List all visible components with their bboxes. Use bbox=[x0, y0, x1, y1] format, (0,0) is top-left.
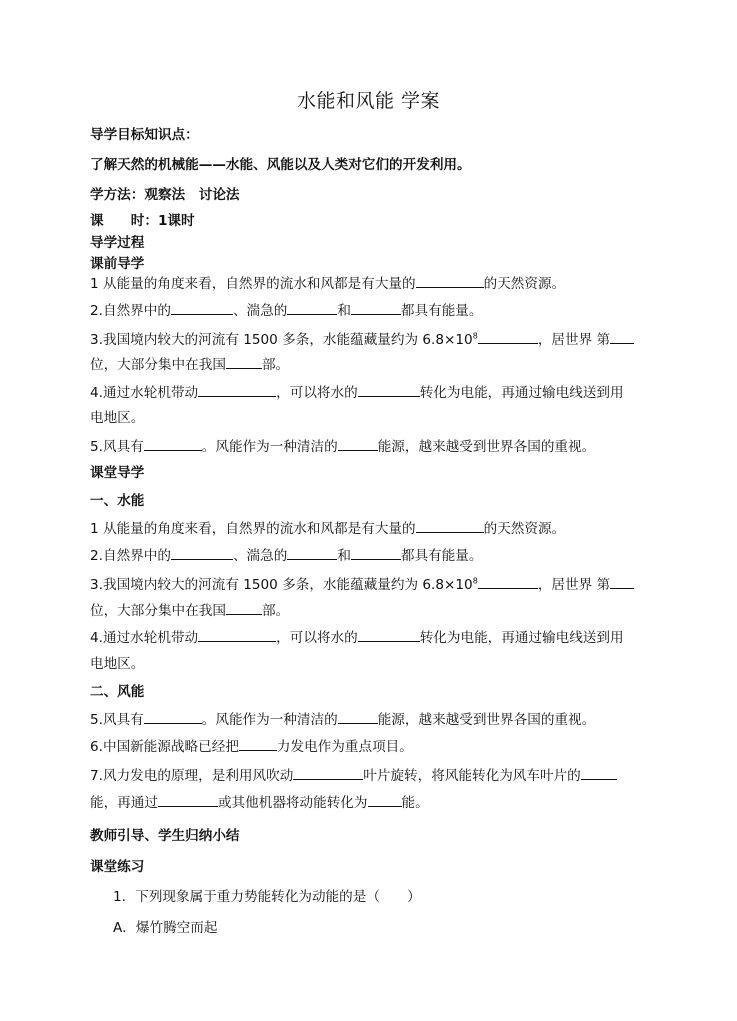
fill-blank[interactable] bbox=[144, 436, 202, 451]
document-title: 水能和风能 学案 bbox=[296, 90, 441, 112]
q1-text-b: 的天然资源。 bbox=[483, 521, 566, 537]
fill-blank[interactable] bbox=[416, 518, 484, 533]
q4-text-c: 转化为电能，再通过输电线送到用 bbox=[419, 385, 624, 401]
fill-blank[interactable] bbox=[239, 736, 277, 751]
q4-text-b: ，可以将水的 bbox=[276, 630, 358, 646]
fill-blank[interactable] bbox=[226, 600, 262, 615]
pre-q3 bbox=[90, 329, 634, 350]
q2-text-b: 、湍急的 bbox=[232, 303, 288, 319]
q5-text-c: 能源，越来越受到世界各国的重视。 bbox=[377, 439, 596, 455]
fill-blank[interactable] bbox=[351, 300, 401, 315]
q2-text-c: 和 bbox=[337, 548, 351, 564]
class-q1 bbox=[90, 518, 565, 539]
process-heading: 导学过程 bbox=[90, 235, 145, 251]
fill-blank[interactable] bbox=[287, 300, 337, 315]
class-q3-cont bbox=[90, 600, 289, 621]
class-q3 bbox=[90, 574, 634, 595]
class-q7 bbox=[90, 765, 617, 786]
q6-text-a: 6.中国新能源战略已经把 bbox=[90, 739, 239, 755]
fill-blank[interactable] bbox=[478, 329, 538, 344]
fill-blank[interactable] bbox=[416, 273, 484, 288]
q3-exponent: 8 bbox=[472, 576, 478, 586]
class-q5 bbox=[90, 709, 595, 730]
q2-text-a: 2.自然界中的 bbox=[90, 548, 171, 564]
q4-text-a: 4.通过水轮机带动 bbox=[90, 385, 199, 401]
q4-text-c: 转化为电能，再通过输电线送到用 bbox=[419, 630, 624, 646]
q3-text-b: ，居世界 第 bbox=[537, 332, 611, 348]
pre-q3-cont bbox=[90, 354, 289, 375]
pre-q5 bbox=[90, 436, 595, 457]
method-line: 学方法：观察法 讨论法 bbox=[90, 187, 240, 203]
q5-text-a: 5.风具有 bbox=[90, 712, 144, 728]
q1-text-a: 1 从能量的角度来看，自然界的流水和风都是有大量的 bbox=[90, 276, 416, 292]
fill-blank[interactable] bbox=[351, 545, 401, 560]
q3-text-c: 位，大部分集中在我国 bbox=[90, 357, 226, 373]
period-line bbox=[90, 211, 195, 231]
class-q4-cont: 电地区。 bbox=[90, 656, 145, 672]
pre-q2 bbox=[90, 300, 482, 321]
q2-text-c: 和 bbox=[337, 303, 351, 319]
q3-text-d: 部。 bbox=[261, 603, 290, 619]
fill-blank[interactable] bbox=[171, 300, 233, 315]
q7-text-d: 或其他机器将动能转化为 bbox=[217, 795, 368, 811]
q3-text-d: 部。 bbox=[261, 357, 290, 373]
exercise-1-option-a: A．爆竹腾空而起 bbox=[113, 920, 218, 936]
q7-text-a: 7.风力发电的原理，是利用风吹动 bbox=[90, 768, 294, 784]
class-heading: 课堂导学 bbox=[90, 465, 145, 481]
q5-text-b: 。风能作为一种清洁的 bbox=[201, 712, 338, 728]
q5-text-a: 5.风具有 bbox=[90, 439, 144, 455]
summary-heading: 教师引导、学生归纳小结 bbox=[90, 828, 240, 844]
fill-blank[interactable] bbox=[338, 436, 378, 451]
fill-blank[interactable] bbox=[287, 545, 337, 560]
fill-blank[interactable] bbox=[610, 329, 634, 344]
q3-text-c: 位，大部分集中在我国 bbox=[90, 603, 226, 619]
section-wind: 二、风能 bbox=[90, 684, 145, 700]
q2-text-d: 都具有能量。 bbox=[400, 303, 483, 319]
q7-text-e: 能。 bbox=[401, 795, 429, 811]
q5-text-b: 。风能作为一种清洁的 bbox=[201, 439, 338, 455]
class-q4 bbox=[90, 627, 624, 648]
section-water: 一、水能 bbox=[90, 493, 145, 509]
q2-text-b: 、湍急的 bbox=[232, 548, 288, 564]
q1-text-b: 的天然资源。 bbox=[483, 276, 566, 292]
period-value: 1课时 bbox=[157, 213, 195, 229]
period-label: 课 时： bbox=[90, 213, 158, 229]
fill-blank[interactable] bbox=[171, 545, 233, 560]
fill-blank[interactable] bbox=[610, 574, 634, 589]
fill-blank[interactable] bbox=[581, 765, 617, 780]
pre-q1 bbox=[90, 273, 565, 294]
fill-blank[interactable] bbox=[293, 765, 363, 780]
q2-text-d: 都具有能量。 bbox=[400, 548, 483, 564]
q3-text-a: 3.我国境内较大的河流有 1500 多条，水能蕴藏量约为 6.8×10 bbox=[90, 577, 473, 593]
fill-blank[interactable] bbox=[226, 354, 262, 369]
q5-text-c: 能源，越来越受到世界各国的重视。 bbox=[377, 712, 596, 728]
q2-text-a: 2.自然界中的 bbox=[90, 303, 171, 319]
goal-heading: 导学目标知识点： bbox=[90, 127, 199, 143]
pre-q4-cont: 电地区。 bbox=[90, 410, 145, 426]
pre-q4 bbox=[90, 382, 624, 403]
fill-blank[interactable] bbox=[198, 627, 276, 642]
q3-exponent: 8 bbox=[472, 331, 478, 341]
practice-heading: 课堂练习 bbox=[90, 859, 145, 875]
fill-blank[interactable] bbox=[368, 792, 402, 807]
class-q2 bbox=[90, 545, 482, 566]
fill-blank[interactable] bbox=[358, 627, 420, 642]
fill-blank[interactable] bbox=[158, 792, 218, 807]
class-q7-cont bbox=[90, 792, 429, 813]
q3-text-b: ，居世界 第 bbox=[537, 577, 611, 593]
q7-text-c: 能，再通过 bbox=[90, 795, 158, 811]
fill-blank[interactable] bbox=[358, 382, 420, 397]
class-q6 bbox=[90, 736, 413, 757]
q1-text-a: 1 从能量的角度来看，自然界的流水和风都是有大量的 bbox=[90, 521, 416, 537]
q4-text-b: ，可以将水的 bbox=[276, 385, 358, 401]
q3-text-a: 3.我国境内较大的河流有 1500 多条，水能蕴藏量约为 6.8×10 bbox=[90, 332, 473, 348]
goal-text: 了解天然的机械能——水能、风能以及人类对它们的开发利用。 bbox=[90, 157, 471, 173]
fill-blank[interactable] bbox=[144, 709, 202, 724]
q7-text-b: 叶片旋转，将风能转化为风车叶片的 bbox=[363, 768, 581, 784]
pre-heading: 课前导学 bbox=[90, 256, 145, 272]
q6-text-b: 力发电作为重点项目。 bbox=[276, 739, 413, 755]
exercise-1: 1．下列现象属于重力势能转化为动能的是（ ） bbox=[113, 889, 421, 905]
fill-blank[interactable] bbox=[478, 574, 538, 589]
fill-blank[interactable] bbox=[338, 709, 378, 724]
q4-text-a: 4.通过水轮机带动 bbox=[90, 630, 199, 646]
fill-blank[interactable] bbox=[198, 382, 276, 397]
